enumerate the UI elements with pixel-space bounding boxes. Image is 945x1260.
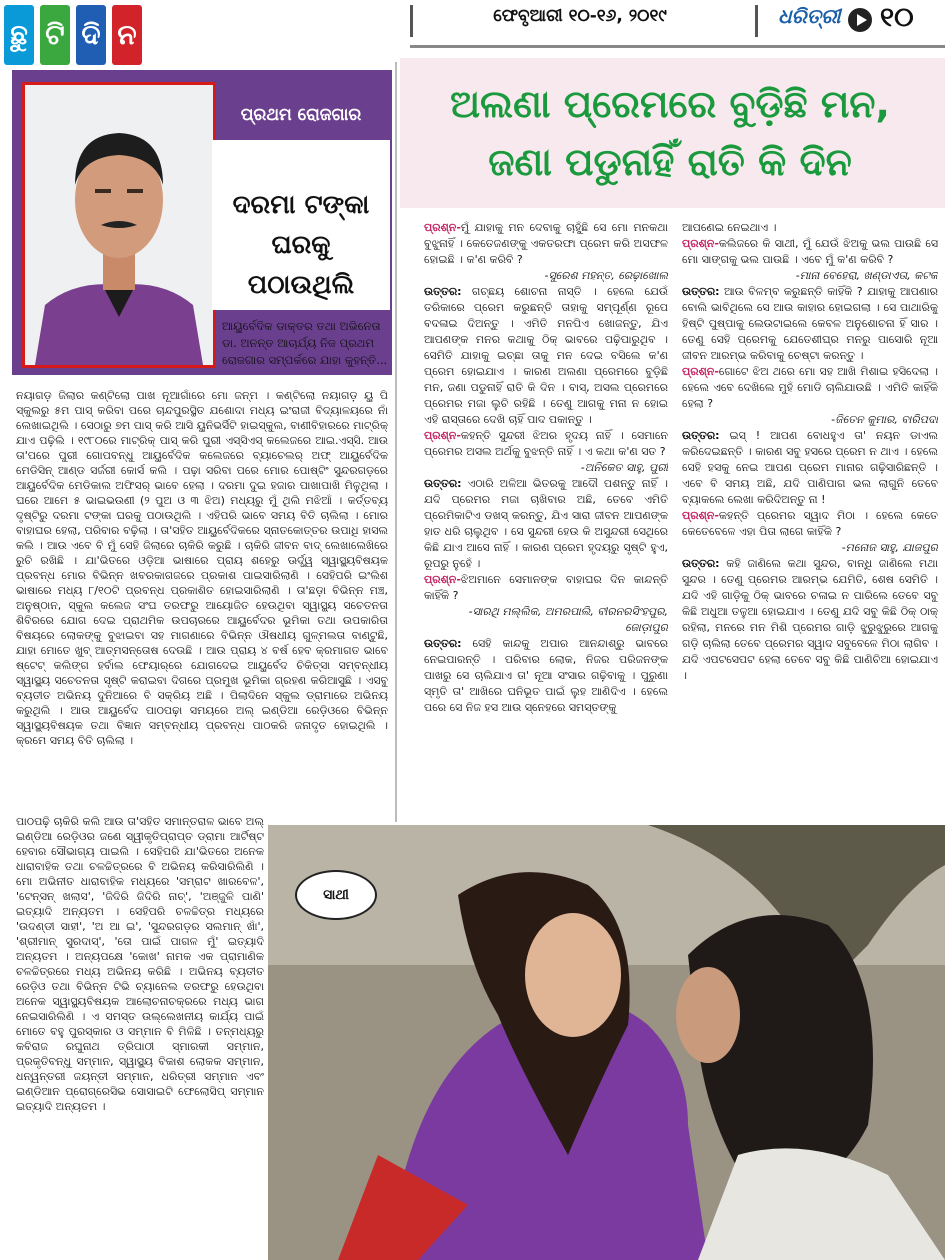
photo-caption-tag: ସାଥୀ xyxy=(295,870,377,920)
portrait-photo xyxy=(22,82,216,368)
page-header xyxy=(0,0,945,50)
answer-label: ଉତ୍ତର: xyxy=(682,429,720,442)
column-label: ପ୍ରଥମ ରୋଜଗାର xyxy=(240,105,362,125)
headline-line: ଅଲଣା ପ୍ରେମରେ ବୁଡ଼ିଛି ମନ, xyxy=(450,82,890,126)
reader-signature: -ଅନିକେତ ସାହୁ, ପୁରୀ xyxy=(580,461,668,474)
reader-signature: -ଜିତେନ କୁମାର, ବାରିପଦା xyxy=(831,413,938,426)
answer-text: ଏଠାରି ଅଳିଆ ଭିତରକୁ ଆଦୌ ପଶନ୍ତୁ ନାହିଁ । ଯଦି ପ୍ରେମର ମଜା ଚାଖିବାର ଅଛି, ତେବେ ଏମିତି ପ୍ରେମିକାଟିଏ ଡଖସ୍ କରନ୍ତୁ, ଯିଏ ସାରା ଜୀବନ ଆପଣଙ୍କ ହାତ ଧରି ଚାଲୁଥିବ । ସେ ସୁନ୍ଦରୀ ହେଉ କି ଅସୁନ୍ଦରୀ ସେଥିରେ କିଛି ଯାଏ ଆସେ ନାହିଁ । କାରଣ ପ୍ରେମ ହୃଦୟରୁ ସୃଷ୍ଟି ହୁଏ, ରୂପରୁ ନୁହେଁ । xyxy=(424,477,668,570)
question-text: କହନ୍ତି ପ୍ରେମର ସ୍ୱାଦ ମିଠା । ହେଲେ କେତେ କେତେବେଳେ ଏହା ପିତା ଲାଗେ କାହିଁକି ? xyxy=(682,509,938,538)
header-divider xyxy=(755,5,758,37)
section-tile-2: ଟି xyxy=(40,5,70,65)
answer-label: ଉତ୍ତର: xyxy=(682,285,720,298)
answer-text: ଗଚ୍ଛୟ ଶୋଚନା ନାସ୍ତି । ହେଲେ ଯେଉଁ ତରିକାରେ ପ୍ରେମ କରୁଛନ୍ତି ତାହାକୁ ସମ୍ପୂର୍ଣ୍ଣ ରୂପେ ବଦଳାଇ ଦିଅନ୍ତୁ । ଏମିତି ମନପିଏ ଖୋଜନ୍ତୁ, ଯିଏ ଆପଣଙ୍କ ମନର କଥାକୁ ଠିକ୍ ଭାବରେ ପଢ଼ିପାରୁଥିବ । ସେମିତି ଯାହାକୁ ଇଚ୍ଛା ତାକୁ ମନ ଦେଇ ବସିଲେ କ'ଣ ପ୍ରେମ ହୋଇଯାଏ । କାରଣ ଅଲଣା ପ୍ରେମରେ ବୁଡ଼ିଛି ମନ, ଜଣା ପଡୁନାହିଁ ରାତି କି ଦିନ । ବାସ୍, ଅସଲ ପ୍ରେମରେ ପ୍ରେମର ମଜା ଲୁଚି ରହିଛି । ତେଣୁ ଆଗକୁ ମନା ନ ହୋଇ ଏହି ରାସ୍ତାରେ ଦେଖି ଚାହିଁ ପାଦ ପକାନ୍ତୁ । xyxy=(424,285,668,426)
reader-signature: -ମାନା ବେହେରା, ଖଣ୍ଡାଏତା, କଟକ xyxy=(795,269,938,282)
page-number: ୧୦ xyxy=(880,2,914,33)
question-label: ପ୍ରଶ୍ନ- xyxy=(682,237,719,250)
column-divider xyxy=(395,62,397,822)
question-text: ଗୋଟେ ଝିଅ ଥରେ ମୋ ସହ ଆଖି ମିଶାଇ ହସିଦେଲା । ହେଲେ ଏବେ ଦେଖିଲେ ମୁହଁ ମୋଡି ଚାଲିଯାଉଛି । ଏମିତି କାହିଁକି ହେଲା ? xyxy=(682,365,938,410)
continued-answer: ଆପଣେଇ ନେଇଥାଏ । xyxy=(682,221,777,234)
qa-item xyxy=(682,364,938,508)
reader-signature: -ସୁରେଶ ମହନ୍ତ, ରେଢ଼ାଖୋଲ xyxy=(544,269,668,282)
question-text: ମୁଁ ଯାହାକୁ ମନ ଦେବାକୁ ଚାହୁଁଛି ସେ ମୋ ମନକଥା ବୁଝୁନାହିଁ । କେତେଜଣଙ୍କୁ ଏକତରଫା ପ୍ରେମ କରି ଅସଫଳ ହୋଇଛି । କ'ଣ କରିବି ? xyxy=(424,221,668,266)
section-tile-4: ନ xyxy=(112,5,142,65)
question-label: ପ୍ରଶ୍ନ- xyxy=(424,429,461,442)
play-icon xyxy=(848,8,872,32)
header-rule xyxy=(410,45,945,48)
qa-item xyxy=(424,428,668,572)
question-text: ଝିଅମାନେ ସେମାନଙ୍କ ବାହାଘର ଦିନ କାନ୍ଦନ୍ତି କାହିଁକି ? xyxy=(424,573,668,602)
section-tile-3: ଦି xyxy=(76,5,106,65)
answer-text: ସେହି କାନ୍ଦକୁ ଅପାର ଆନନ୍ଦାଶ୍ରୁ ଭାବରେ ନେଇପାରନ୍ତି । ପରିବାର ଲୋକ, ନିଜର ପରିଜନଙ୍କ ପାଖରୁ ସେ ଚାଲିଯାଏ ତା' ନୂଆ ସଂସାର ଗଢ଼ିବାକୁ । ପୁରୁଣା ସ୍ମୃତି ତା' ଆଖିରେ ଘନିଭୂତ ପାଇଁ ଲୁହ ଆଣିଦିଏ । ହେଲେ ପରେ ସେ ନିଜ ହସ ଆଉ ସ୍ନେହରେ ସମସ୍ତଙ୍କୁ xyxy=(424,637,668,714)
qa-item xyxy=(682,508,938,684)
question-label: ପ୍ରଶ୍ନ- xyxy=(424,221,461,234)
brand-logo: ଧରିତ୍ରୀ xyxy=(778,4,841,28)
qa-column-1 xyxy=(424,220,668,810)
qa-item xyxy=(682,236,938,364)
question-text: କଲିଜରେ କି ସାଥୀ, ମୁଁ ଯେଉଁ ଝିଅକୁ ଭଲ ପାଉଛି ସେ ମୋ ସାଙ୍ଗକୁ ଭଲ ପାଉଛି । ଏବେ ମୁଁ କ'ଣ କରିବି ? xyxy=(682,237,938,266)
answer-label: ଉତ୍ତର: xyxy=(424,637,462,650)
qa-column-2 xyxy=(682,220,938,810)
headline-line: ପଠାଉଥିଲି xyxy=(247,270,355,300)
headline-line: ଘରକୁ xyxy=(271,230,331,260)
headline-line: ଜଣା ପଡୁନାହିଁ ରାତି କି ଦିନ xyxy=(488,140,852,184)
issue-date: ଫେବୃଆରୀ ୧୦-୧୬, ୨୦୧୯ xyxy=(493,6,667,26)
question-label: ପ୍ରଶ୍ନ- xyxy=(682,365,719,378)
article-body-wide: ନୟାଗଡ଼ ଜିଲାର କଣ୍ଟିଲୋ ପାଖ ନୂଆଗାଁରେ ମୋ ଜନ୍ମ । କଣ୍ଟିଲୋ ନୟାଗଡ଼ ୟୁ ପି ସ୍କୁଲରୁ ୫ମ ପାସ୍ କରିବା ପରେ ଚାନ୍ଦପୁରସ୍ଥିତ ଯଶୋଦା ମଧ୍ୟ ଇଂରାଜୀ ବିଦ୍ୟାଳୟରେ ନାଁ ଲେଖାଇଥିଲି । ସେଠାରୁ ୭ମ ପାସ୍ କରି ଆସି ୟୁନିଭର୍ସିଟି ହାଇସ୍କୁଲ, ବାଣୀବିହାରରେ ମାଟ୍ରିକ୍ ଯାଏ ପଢ଼ିଲି । ୧୯୮୦ରେ ମାଟ୍ରିକ୍ ପାସ୍ କରି ପୁରୀ ଏସ୍‌ସିଏସ୍ କଲେଜରେ ଆଇ.ଏସ୍‌ସି. ଆଉ ତା'ପରେ ପୁରୀ ଗୋପବନ୍ଧୁ ଆୟୁର୍ବେଦିକ କଲେଜରେ ବ୍ୟାଚେଲର୍ ଅଫ୍ ଆୟୁର୍ବେଦିକ ମେଡିସିନ୍ ଆଣ୍ଡ ସର୍ଜରୀ କୋର୍ସ କଲି । ପଢ଼ା ସରିବା ପରେ ମୋର ପୋଷ୍ଟିଂ ସୁନ୍ଦରଗଡ଼ରେ ଆୟୁର୍ବେଦିକ ମେଡିକାଲ ଅଫିସର୍ ଭାବେ ହେଲା । ଦରମା ଦୁଇ ହଜାର ପାଖାପାଖି ମିଳୁଥିଲା । ଘରେ ଆମେ ୫ ଭାଇଭଉଣୀ (୨ ପୁଅ ଓ ୩ ଝିଅ) ମଧ୍ୟରୁ ମୁଁ ଥିଲି ମଝିଆଁ । କର୍ତ୍ତବ୍ୟ ଦୃଷ୍ଟିରୁ ଦରମା ଟଙ୍କା ଘରକୁ ପଠାଉଥିଲି । ଏହିପରି ଭାବେ ସମୟ ବିତି ଚାଲିଲା । ମୋର ବାହାଘର ହେଲା, ପରିବାର ବଢ଼ିଲା । ତା'ସହିତ ଆୟୁର୍ବେଦିକରେ ସ୍ନାତକୋତ୍ତର ଉପାଧି ହାସଲ କଲି । ଆଉ ଏବେ ବି ମୁଁ ସେହି ଜିଲାରେ ଚାକିରି କରୁଛି । ଚାକିରି ଜୀବନ ବାଦ୍ ଲେଖାଲେଖିରେ ରୁଚି ରଖିଛି । ଯା'ଭିତରେ ଓଡ଼ିଆ ଭାଷାରେ ପ୍ରାୟ ଶହେରୁ ଊର୍ଦ୍ଧ୍ୱ ସ୍ୱାସ୍ଥ୍ୟବିଷୟକ ପ୍ରବନ୍ଧ ମୋର ବିଭିନ୍ନ ଖବରକାଗଜରେ ପ୍ରକାଶ ପାଇସାରିଲାଣି । ସେହିପରି ଇଂଲିଶ ଭାଷାରେ ମଧ୍ୟ ୮/୧୦ଟି ପ୍ରବନ୍ଧ ପ୍ରକାଶିତ ହୋଇସାରିଲାଣି । ତା'ଛଡ଼ା ବିଭିନ୍ନ ମଞ୍ଚ, ଅନୁଷ୍ଠାନ, ସ୍କୁଲ କଲେଜ ସଂଘ ତରଫରୁ ଆୟୋଜିତ ହେଉଥିବା ସ୍ୱାସ୍ଥ୍ୟ ସଚେତନତା ଶିବିରରେ ଯୋଗ ଦେଇ ପ୍ରାଥମିକ ଉପଚାରରେ ଆୟୁର୍ବେଦର ଭୂମିକା ତଥା ଉପକାରିତା ବିଷୟରେ ଲୋକଙ୍କୁ ବୁଝାଇବା ସହ ମାଗଣାରେ ବିଭିନ୍ନ ଔଷଧୀୟ ଗୁଳ୍ମଲତା ବାଣ୍ଟୁଛି, ଯାହା ମୋତେ ଖୁବ୍ ଆତ୍ମସନ୍ତୋଷ ଦେଉଛି । ଆଉ ପ୍ରାୟ ୪ ବର୍ଷ ହେବ କ୍ରମାଗତ ଭାବେ ଷ୍ଟେଟ୍ କଲିଙ୍ଗ ହର୍ବାଲ ଫେୟାର୍‌ରେ ଯୋଗଦେଇ ଆୟୁର୍ବେଦ ଚିକିତ୍ସା ସମ୍ବନ୍ଧୀୟ ସ୍ୱାସ୍ଥ୍ୟ ସଚେତନତା ସୃଷ୍ଟି କରାଇବା ଦିଗରେ ପ୍ରମୁଖ ଭୂମିକା ଗ୍ରହଣ କରିଆସୁଛି । ଏସବୁ ବ୍ୟତୀତ ଅଭିନୟ ଦୁନିଆରେ ବି ସକ୍ରିୟ ଅଛି । ପିଲାଦିନେ ସ୍କୁଲ ଡ୍ରାମାରେ ଅଭିନୟ କରୁଥିଲି । ଆଉ ଆୟୁର୍ବେଦ ପାଠପଢ଼ା ସମୟରେ ଅଲ୍ ଇଣ୍ଡିଆ ରେଡ଼ିଓରେ ବିଭିନ୍ନ ସ୍ୱାସ୍ଥ୍ୟବିଷୟକ ତଥା ବିଜ୍ଞାନ ସମ୍ବନ୍ଧୀୟ ପ୍ରବନ୍ଧ ପାଠକରି ଜନାଦୃତ ହୋଇଥିଲି । କ୍ରମେ ସମୟ ବିତି ଚାଲିଲା । xyxy=(16,389,388,747)
profile-headline xyxy=(215,185,387,305)
answer-text: ଇସ୍ ! ଆପଣ ବୋଧହୁଏ ତା' ନୟନ ଡାଏଲ କରିଦେଇଛନ୍ତି । କାରଣ ସବୁ ହସରେ ପ୍ରେମ ନ ଥାଏ । ହେଲେ ସେହି ହସକୁ ନେଇ ଆପଣ ପ୍ରେମ ମାନାର ଗଢ଼ିସାରିଛନ୍ତି । ଏବେ ବି ସମୟ ଅଛି, ଯଦି ପାଣିପାଗ ଭଲ ଲାଗୁନି ତେବେ ବ୍ୟାକଲେ ଲେଖା କରିଦିଅନ୍ତୁ ନା ! xyxy=(682,429,938,506)
question-label: ପ୍ରଶ୍ନ- xyxy=(424,573,461,586)
question-text: କହନ୍ତି ସୁନ୍ଦରୀ ଝିଅର ହୃଦୟ ନାହିଁ । ସେମାନେ ପ୍ରେମର ଅସଲ ଅର୍ଥକୁ ବୁଝନ୍ତି ନାହିଁ । ଏ କଥା କ'ଣ ସତ ? xyxy=(424,429,668,458)
article-body-narrow: ପାଠପଢ଼ି ଚାକିରି କଲି ଆଉ ତା'ସହିତ ସମାନ୍ତରାଳ ଭାବେ ଅଲ୍ ଇଣ୍ଡିଆ ରେଡ଼ିଓର ଜଣେ ସ୍ୱୀକୃତିପ୍ରାପ୍ତ ଡ୍ରାମା ଆର୍ଟିଷ୍ଟ ହେବାର ସୌଭାଗ୍ୟ ପାଇଲି । ସେହିପରି ଯା'ଭିତରେ ଅନେକ ଧାରାବାହିକ ତଥା ଚଳଚ୍ଚିତ୍ରରେ ବି ଅଭିନୟ କରିସାରିଲିଣି । ମୋ ଅଭିନୀତ ଧାରାବାହିକ ମଧ୍ୟରେ 'ସମ୍ରାଟ ଖାରବେଳ', 'ଟେନ୍‌ସନ୍ ଖଲାସ', 'ଜିଦିରି ଜିଦିରି ନାଚ୍', 'ଅଞ୍ଜୁଳି ପାଣି' ଇତ୍ୟାଦି ଅନ୍ୟତମ । ସେହିପରି ଚଳଚ୍ଚିତ୍ର ମଧ୍ୟରେ 'ଉଦଣ୍ଡୀ ସାହୀ', 'ଅ ଆ ଇ', 'ସୁନ୍ଦରଗଡ଼ର ସଲମାନ୍ ଖାଁ', 'ଶ୍ରୀମାନ୍ ସୁରଦାସ୍', 'ତୋ ପାଇଁ ପାଗଳ ମୁଁ' ଇତ୍ୟାଦି ଅନ୍ୟତମ । ଅନ୍ୟପକ୍ଷେ 'କୋଖ' ନାମକ ଏକ ପ୍ରାମାଣିକ ଚଳଚ୍ଚିତ୍ରରେ ମଧ୍ୟ ଅଭିନୟ କରିଛି । ଅଭିନୟ ବ୍ୟତୀତ ରେଡ଼ିଓ ତଥା ବିଭିନ୍ନ ଟିଭି ଚ୍ୟାନେଲ ତରଫରୁ ହେଉଥିବା ଅନେକ ସ୍ୱାସ୍ଥ୍ୟବିଷୟକ ଆଲୋଚନାଚକ୍ରରେ ମଧ୍ୟ ଭାଗ ନେଇସାରିଲିଣି । ଏ ସମସ୍ତ ଉଲ୍ଲେଖନୀୟ କାର୍ଯ୍ୟ ପାଇଁ ମୋତେ ବହୁ ପୁରସ୍କାର ଓ ସମ୍ମାନ ବି ମିଳିଛି । ତନ୍ମଧ୍ୟରୁ କବିରାଜ ରଘୁନାଥ ତ୍ରିପାଠୀ ସ୍ମାରକୀ ସମ୍ମାନ, ପ୍ରକୃତିବନ୍ଧୁ ସମ୍ମାନ, ସ୍ୱାସ୍ଥ୍ୟ ବିକାଶ ଲୋକକ ସମ୍ମାନ, ଧନ୍ୱନ୍ତରୀ ଜୟନ୍ତୀ ସମ୍ମାନ, ଧରିତ୍ରୀ ସମ୍ମାନ ଏବଂ ଇଣ୍ଡିଆନ ପ୍ରୋଗ୍ରେସିଭ ସୋସାଇଟି ଫେଲୋସିପ୍ ସମ୍ମାନ ଇତ୍ୟାଦି ଅନ୍ୟତମ । xyxy=(16,815,264,1113)
profile-intro: ଆୟୁର୍ବେଦିକ ଡାକ୍ତର ତଥା ଅଭିନେତା ଡା. ଅନନ୍ତ ଆଚାର୍ଯ୍ୟ ନିଜ ପ୍ରଥମ ରୋଜଗାର ସମ୍ପର୍କରେ ଯାହା କୁହନ୍ତି... xyxy=(222,319,388,367)
question-label: ପ୍ରଶ୍ନ- xyxy=(682,509,719,522)
section-tile-1: ଛୁ xyxy=(4,5,34,65)
answer-label: ଉତ୍ତର: xyxy=(682,557,720,570)
reader-signature: -ମନୋଜ ସାହୁ, ଯାଜପୁର xyxy=(841,541,938,554)
header-divider xyxy=(410,5,413,37)
answer-label: ଉତ୍ତର: xyxy=(424,285,462,298)
headline-line: ଦରମା ଟଙ୍କା xyxy=(232,190,370,220)
qa-item xyxy=(424,220,668,428)
answer-label: ଉତ୍ତର: xyxy=(424,477,462,490)
answer-text: କହି ଜାଣିଲେ କଥା ସୁନ୍ଦର, ବାନ୍ଧି ଜାଣିଲେ ମଥା ସୁନ୍ଦର । ତେଣୁ ପ୍ରେମର ଆରମ୍ଭ ଯେମିତି, ଶେଷ ସେମିତି । ଯଦି ଏହି ଗାଡ଼ିକୁ ଠିକ୍ ଭାବରେ ଚଳାଇ ନ ପାରିଲେ ତେବେ ସବୁ କିଛି ଅଧୁଆ ତଳୁଆ ହୋଇଯାଏ । ତେଣୁ ଯଦି ସବୁ କିଛି ଠିକ୍ ଠାକ୍ ରହିଲା, ମନରେ ମନ ମିଶି ପ୍ରେମର ଗାଡ଼ି ଝୁରୁଝୁରୁରେ ଆଗକୁ ଗଡ଼ି ଚାଲିଲା ତେବେ ପ୍ରେମର ସ୍ୱାଦ ସବୁବେଳେ ମିଠା ଲାଗିବ । ଯଦି ଏପଟସେପଟ ହେଲା ତେବେ ସବୁ କିଛି ପାଣିଚିଆ ହୋଇଯାଏ । xyxy=(682,557,938,682)
qa-headline xyxy=(410,75,930,191)
reader-signature: -ସାରଥି ମଲ୍ଲିକ, ଅମରପାଲି, ବୀରନରସିଂହପୁର, ଜୋଡ଼ାପୁର xyxy=(468,605,668,634)
answer-text: ଆଉ ବିଳମ୍ବ କରୁଛନ୍ତି କାହିଁକି ? ଯାହାକୁ ଆପଣାର ବୋଲି ଭାବିଥିଲେ ସେ ଆଉ କାହାର ହୋଇଗଲା । ସେ ପାଥାରିକୁ ହିଷ୍ଟି ପୁଷ୍ପାକୁ ଲେଉଟାଇଲେ କେବଳ ଅନୁଶୋଚନା ହିଁ ସାର । ତେଣୁ ସେହି ପ୍ରେମକୁ ଯେତେଶୀଘ୍ର ମନରୁ ପାସୋରି ନୂଆ ଜୀବନ ଆରମ୍ଭ କରିବାକୁ ଚେଷ୍ଟା କରନ୍ତୁ । xyxy=(682,285,938,362)
qa-item xyxy=(424,572,668,716)
